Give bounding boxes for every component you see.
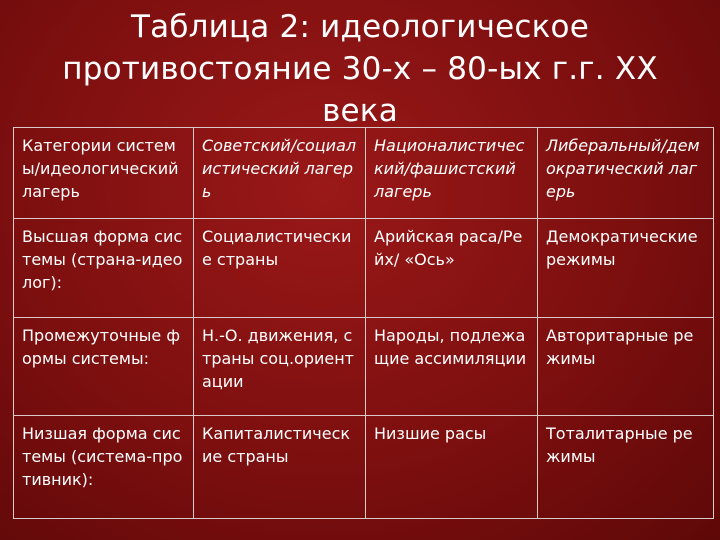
slide-title [20,6,700,132]
row-soviet-cell: Капиталистические страны [194,416,366,519]
row-liberal-cell: Авторитарные режимы [538,318,714,416]
row-liberal-cell: Демократические режимы [538,219,714,318]
row-nazi-cell: Низшие расы [366,416,538,519]
title-line-1: Таблица 2: идеологическое [130,9,589,45]
header-category-cell: Категории системы/идеологический лагерь [14,128,194,219]
table-header-row [14,128,714,219]
table-row [14,219,714,318]
header-liberal-cell: Либеральный/демократический лагерь [538,128,714,219]
row-category-cell: Низшая форма системы (система-противник): [14,416,194,519]
row-nazi-cell: Арийская раса/Рейх/ «Ось» [366,219,538,318]
title-line-3: века [322,93,398,129]
table-row [14,318,714,416]
row-category-cell: Высшая форма системы (страна-идеолог): [14,219,194,318]
header-soviet-cell: Советский/социалистический лагерь [194,128,366,219]
title-line-2: противостояние 30-х – 80-ых г.г. XX [62,51,658,87]
header-nazi-cell: Националистический/фашистский лагерь [366,128,538,219]
row-liberal-cell: Тоталитарные режимы [538,416,714,519]
row-soviet-cell: Социалистические страны [194,219,366,318]
table-row [14,416,714,519]
row-soviet-cell: Н.-О. движения, страны соц.ориентации [194,318,366,416]
ideology-table [13,127,714,519]
row-nazi-cell: Народы, подлежащие ассимиляции [366,318,538,416]
row-category-cell: Промежуточные формы системы: [14,318,194,416]
